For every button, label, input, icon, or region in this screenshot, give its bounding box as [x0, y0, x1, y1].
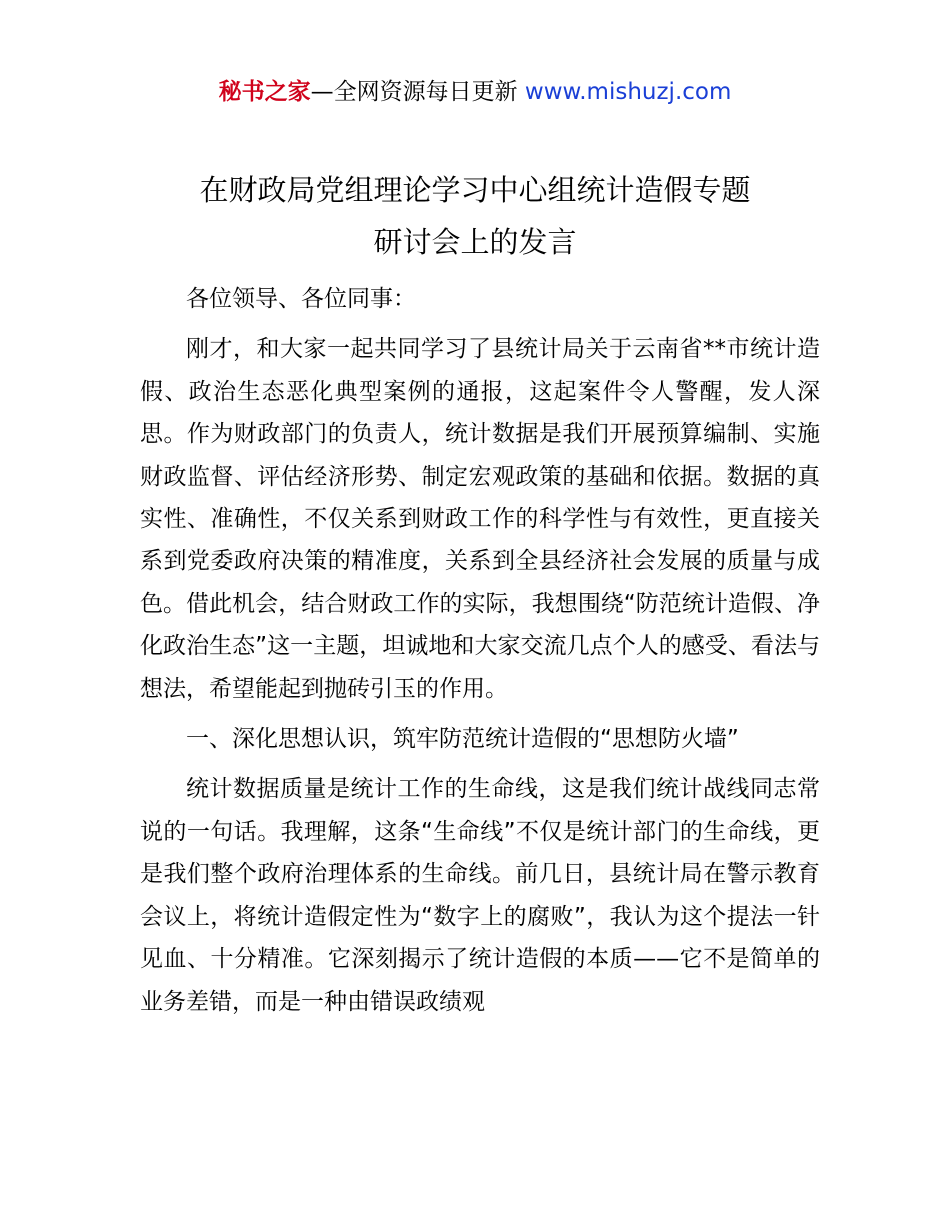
section-heading-1: 一、深化思想认识，筑牢防范统计造假的“思想防火墙” — [186, 726, 739, 753]
salutation: 各位领导、各位同事： — [186, 286, 416, 312]
paragraph-intro: 刚才，和大家一起共同学习了县统计局关于云南省**市统计造假、政治生态恶化典型案例的通报，这起案件令人警醒，发人深思。作为财政部门的负责人，统计数据是我们开展预算编制、实施财政监督、评估经济形势、制定宏观政策的基础和依据。数据的真实性、准确性，不仅关系到财政工作的科学性与有效性，更直接关系到党委政府决策的精准度，关系到全县经济社会发展的质量与成色。借此机会，结合财政工作的实际，我想围绕“防范统计造假、净化政治生态”这一主题，坦诚地和大家交流几点个人的感受、看法与想法，希望能起到抛砖引玉的作用。 — [140, 336, 820, 702]
brand-name: 秘书之家 — [218, 79, 311, 105]
header-tagline: —全网资源每日更新 — [310, 79, 525, 105]
document-body — [140, 278, 820, 1023]
site-url-link[interactable]: www.mishuzj.com — [524, 79, 732, 105]
document-title-line-1: 在财政局党组理论学习中心组统计造假专题 — [199, 173, 751, 207]
document-title-line-2: 研讨会上的发言 — [373, 225, 577, 259]
site-header — [0, 76, 950, 108]
paragraph-section-1: 统计数据质量是统计工作的生命线，这是我们统计战线同志常说的一句话。我理解，这条“生命线”不仅是统计部门的生命线，更是我们整个政府治理体系的生命线。前几日，县统计局在警示教育会议上，将统计造假定性为“数字上的腐败”，我认为这个提法一针见血、十分精准。它深刻揭示了统计造假的本质——它不是简单的业务差错，而是一种由错误政绩观 — [140, 776, 820, 1015]
